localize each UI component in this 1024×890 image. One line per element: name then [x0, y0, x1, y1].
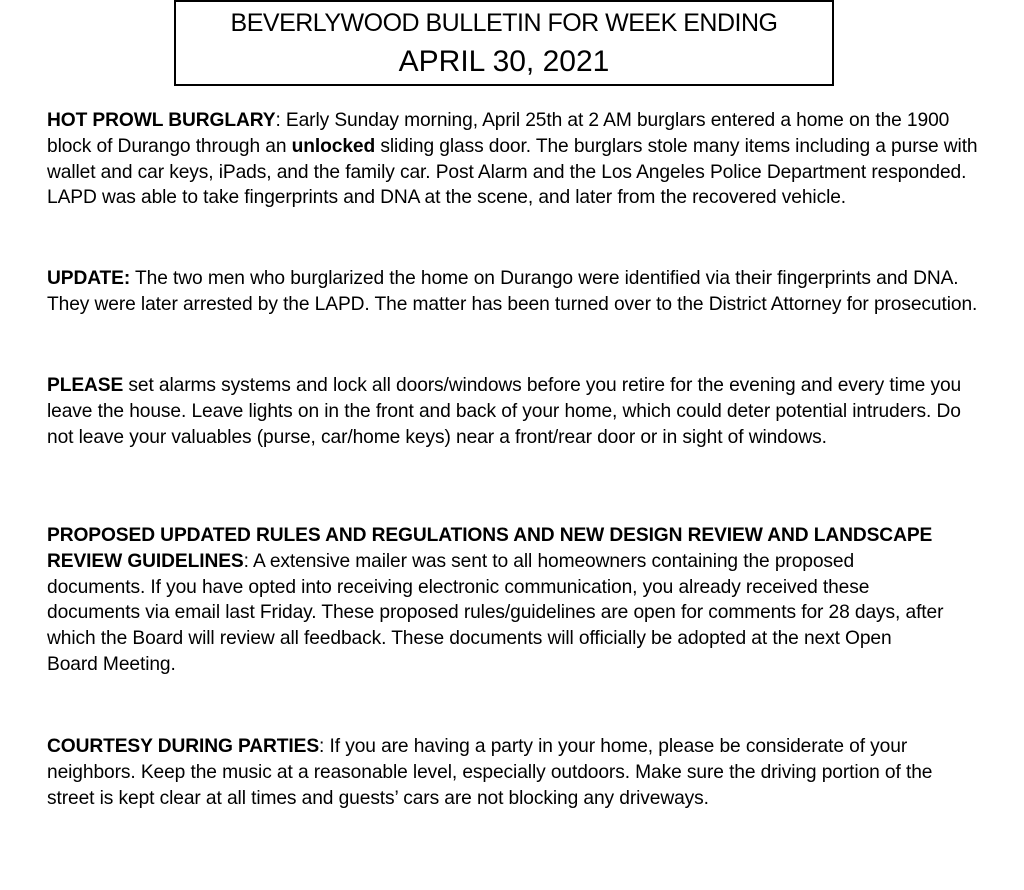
- section-text: : Early Sunday morning, April 25th at 2 AM burglars entered a home on the 1900 block of Durango through an: [47, 110, 950, 157]
- section-heading: PROPOSED UPDATED RULES AND REGULATIONS AND NEW DESIGN REVIEW AND LANDSCAPE REVIEW GUIDELINES: [47, 525, 933, 572]
- section-text: : A extensive mailer was sent to all homeowners containing the proposed documents. If you have opted into receiving electronic communication, you already received these documents via email last Friday. These proposed rules/guidelines are open for comments for 28 days, after which the Board will review all feedback. These documents will officially be adopted at the next Open Board Meeting.: [47, 550, 944, 675]
- section-text: sliding glass door. The burglars stole many items including a purse with wallet and car keys, iPads, and the family car. Post Alarm and the Los Angeles Police Department responded. LAPD was able to take fingerprints and DNA at the scene, and later from the recovered vehicle.: [47, 135, 978, 209]
- section-text: : If you are having a party in your home, please be considerate of your neighbors. Keep the music at a reasonable level, especially outdoors. Make sure the driving portion of the street is kept clear at all times and guests’ cars are not blocking any driveways.: [47, 736, 933, 809]
- section-heading: HOT PROWL BURGLARY: [47, 110, 276, 131]
- section-heading: UPDATE:: [47, 268, 131, 289]
- section-courtesy-during-parties: [47, 734, 982, 811]
- emphasis-unlocked: unlocked: [291, 135, 376, 157]
- bulletin-title-box: [174, 0, 834, 86]
- section-please: [47, 373, 992, 450]
- bulletin-title: BEVERLYWOOD BULLETIN FOR WEEK ENDING: [230, 9, 778, 37]
- section-hot-prowl-burglary: [47, 108, 992, 211]
- bulletin-date: APRIL 30, 2021: [398, 45, 610, 78]
- section-proposed-rules: [47, 523, 947, 678]
- section-text: The two men who burglarized the home on Durango were identified via their fingerprints and DNA. They were later arrested by the LAPD. The matter has been turned over to the District Attorney for prosecution.: [47, 268, 978, 315]
- section-heading: COURTESY DURING PARTIES: [47, 736, 320, 757]
- section-text: set alarms systems and lock all doors/windows before you retire for the evening and every time you leave the house. Leave lights on in the front and back of your home, which could deter potential intruders. Do not leave your valuables (purse, car/home keys) near a front/rear door or in sight of windows.: [47, 375, 962, 448]
- section-heading: PLEASE: [47, 375, 124, 396]
- section-update: [47, 266, 992, 318]
